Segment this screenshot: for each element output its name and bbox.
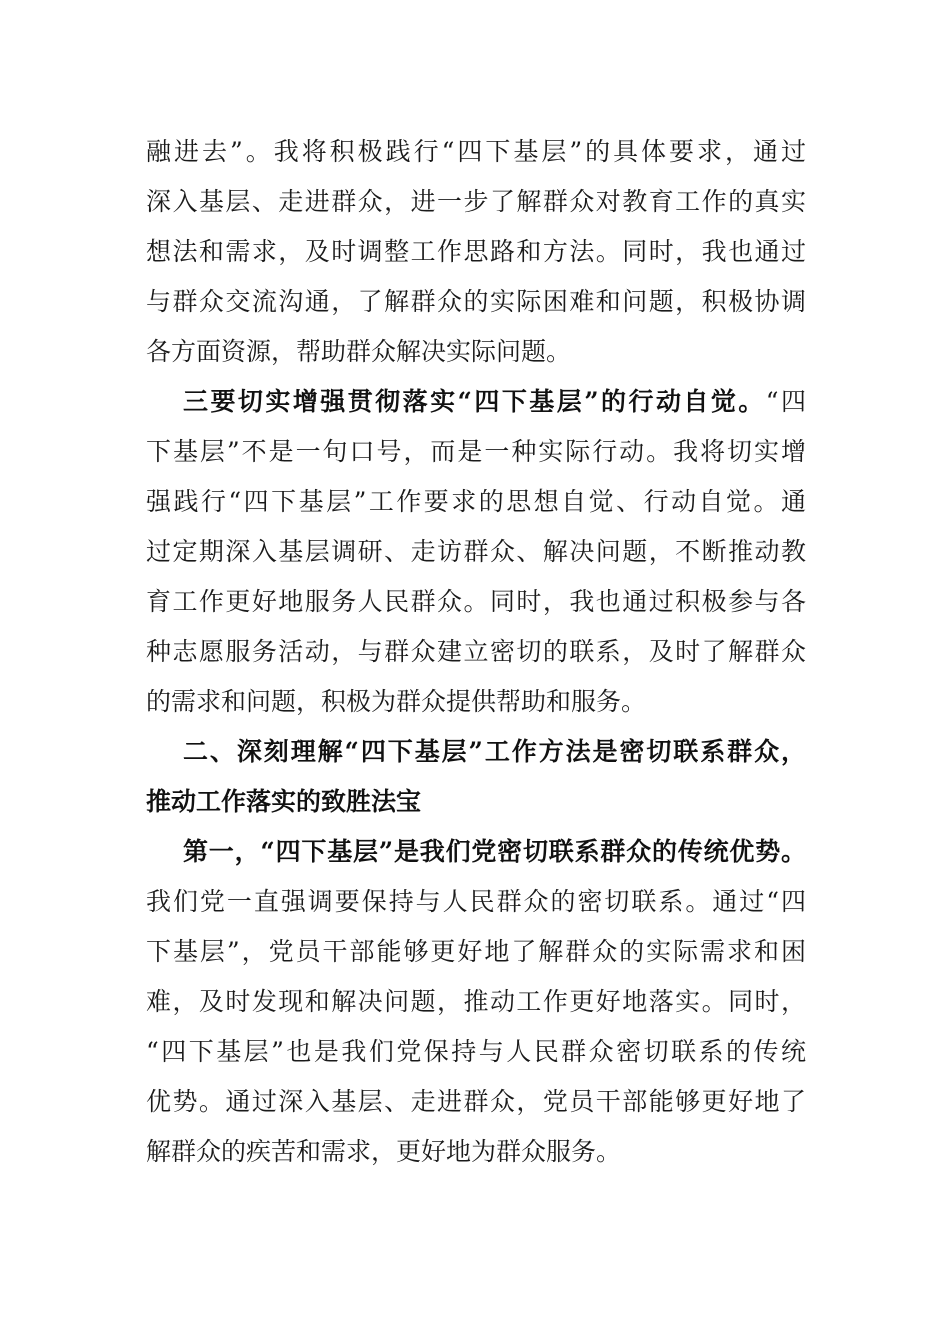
body-text-line: 育工作更好地服务人民群众。同时，我也通过积极参与各 [146,587,806,616]
body-text-line: 过定期深入基层调研、走访群众、解决问题，不断推动教 [146,537,806,566]
body-text-line: 与群众交流沟通，了解群众的实际困难和问题，积极协调 [146,287,806,316]
body-text-line: 深入基层、走进群众，进一步了解群众对教育工作的真实 [146,187,806,216]
body-text-line: 想法和需求，及时调整工作思路和方法。同时，我也通过 [146,237,806,266]
lead-continuation: “四 [765,387,807,416]
paragraph-lead-line [183,377,806,427]
bold-lead-sentence: 三要切实增强贯彻落实“四下基层”的行动自觉。 [183,387,766,416]
body-text-line: 种志愿服务活动，与群众建立密切的联系，及时了解群众 [146,637,806,666]
body-text-line: 难，及时发现和解决问题，推动工作更好地落实。同时， [146,987,806,1016]
body-text-line: 各方面资源，帮助群众解决实际问题。 [146,337,572,366]
body-text-line: 融进去”。我将积极践行“四下基层”的具体要求，通过 [146,137,806,166]
section-heading-line: 二、深刻理解“四下基层”工作方法是密切联系群众， [183,737,806,766]
body-text-line: “四下基层”也是我们党保持与人民群众密切联系的传统 [146,1037,806,1066]
body-text-line: 的需求和问题，积极为群众提供帮助和服务。 [146,687,647,716]
bold-lead-sentence: 第一，“四下基层”是我们党密切联系群众的传统优势。 [183,837,806,866]
section-heading-line: 推动工作落实的致胜法宝 [146,787,422,816]
body-text-line: 优势。通过深入基层、走进群众，党员干部能够更好地了 [146,1087,806,1116]
body-text-line: 强践行“四下基层”工作要求的思想自觉、行动自觉。通 [146,487,806,516]
body-text-line: 解群众的疾苦和需求，更好地为群众服务。 [146,1137,622,1166]
body-text-line: 我们党一直强调要保持与人民群众的密切联系。通过“四 [146,887,806,916]
body-text-line: 下基层”，党员干部能够更好地了解群众的实际需求和困 [146,937,806,966]
body-text-line: 下基层”不是一句口号，而是一种实际行动。我将切实增 [146,437,806,466]
